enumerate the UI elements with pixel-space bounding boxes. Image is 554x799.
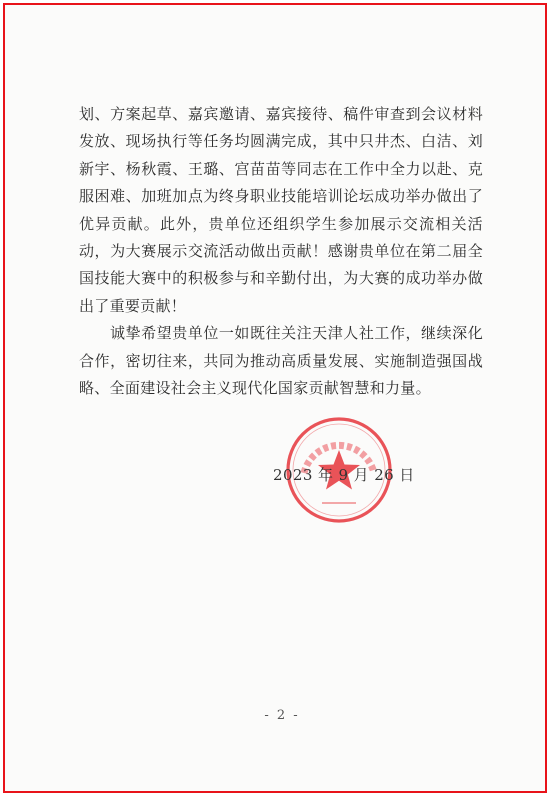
document-page: [3, 3, 547, 793]
letter-date: 2023 年 9 月 26 日: [273, 466, 415, 484]
letter-paragraph: 诚挚希望贵单位一如既往关注天津人社工作，继续深化合作，密切往来，共同为推动高质量发展、实施制造强国战略、全面建设社会主义现代化国家贡献智慧和力量。: [79, 324, 483, 398]
page-number: - 2 -: [264, 708, 300, 723]
letter-body: [79, 101, 483, 402]
letter-paragraph: 划、方案起草、嘉宾邀请、嘉宾接待、稿件审查到会议材料发放、现场执行等任务均圆满完成，其中只井杰、白洁、刘新宇、杨秋霞、王璐、宫苗苗等同志在工作中全力以赴、克服困难、加班加点为终身职业技能培训论坛成功举办做出了优异贡献。此外，贵单位还组织学生参加展示交流相关活动，为大赛展示交流活动做出贡献！感谢贵单位在第二届全国技能大赛中的积极参与和辛勤付出，为大赛的成功举办做出了重要贡献！: [79, 105, 483, 315]
